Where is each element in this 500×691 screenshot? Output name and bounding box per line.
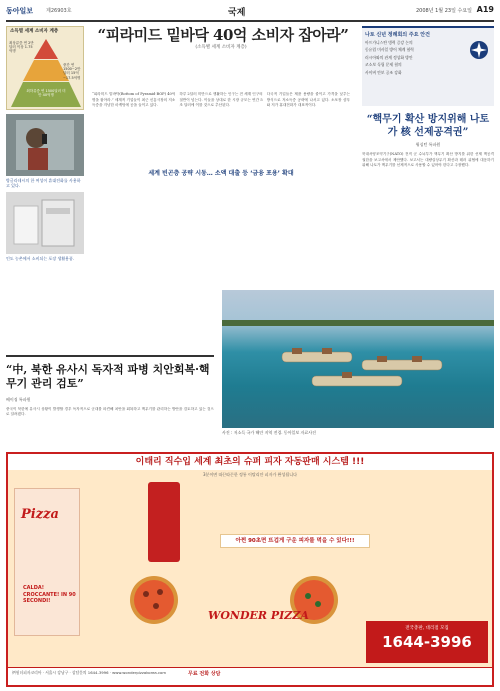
ad-subline: 3분이면 따끈따끈한 정통 이탈리안 피자가 완성됩니다 — [203, 472, 297, 477]
goods-photo — [6, 192, 84, 254]
phone-photo — [6, 114, 84, 176]
china-headline[interactable]: “中, 북한 유사시 독자적 파병 치안회복·핵무기 관리 검토” — [6, 355, 214, 391]
ad-brand-logo: Pizza — [21, 507, 59, 522]
nato-headline[interactable]: “핵무기 확산 방지위해 나토가 核 선제공격권” — [366, 114, 490, 138]
section-title: 국제 — [228, 8, 246, 18]
ocean-scene-icon — [222, 290, 494, 428]
main-subheading: 세계 빈곤층 공략 시동… 소액 대출 등 ‘금융 포용’ 확대 — [148, 170, 294, 177]
nato-emblem-icon — [469, 40, 489, 60]
pyramid-top-label: 최상류층 연 2만 달러 이상 1.75억명 — [9, 41, 34, 54]
nato-byline: 워싱턴 특파원 — [415, 142, 441, 147]
newspaper-logo[interactable]: 동아일보 — [6, 7, 34, 15]
ad-calda-text: CALDA! CROCCANTE! IN 90 SECONDI! — [23, 585, 76, 604]
photo-caption-2: 인도 농촌에서 소비되는 포장 생활용품. — [6, 256, 75, 262]
issue-number: 제26903호 — [46, 8, 72, 14]
china-body: 중국이 북한에 유사시 상황이 발생할 경우 독자적으로 군대를 파견해 치안을 회복하고 핵무기를 관리하는 방안을 검토하고 있는 것으로 알려졌다. — [6, 406, 214, 417]
ad-phone-box[interactable] — [366, 621, 488, 663]
sidebar-item: 사이버 안보 공조 강화 — [365, 69, 402, 75]
ad-brand-panel — [14, 488, 80, 636]
nato-body: 북대서양조약기구(NATO) 전직 군 수뇌부가 핵무기 확산 방지를 위한 선제 핵공격 권한을 보고서에서 제안했다. 보고서는 대량살상무기 확산과 테러 위협에 대응하기 위해 나토가 핵무기를 선제적으로 사용할 수 있어야 한다고 주장했다. — [362, 152, 494, 168]
right-column — [362, 26, 494, 292]
ad-phone-label: 전국총판, 대리점 모집 — [405, 626, 449, 631]
ad-footer — [8, 667, 492, 685]
body-column-3: 다국적 기업들은 제품 용량을 줄이고 가격을 낮추는 방식으로 저소득층 공략에 나서고 있다. 소포장 샴푸와 저가 휴대전화가 대표적이다. — [266, 92, 350, 108]
nato-sidebar-box — [362, 26, 494, 106]
sidebar-item: 코소보 독립 문제 협의 — [365, 62, 402, 67]
pizza-advertisement[interactable] — [6, 452, 494, 687]
ad-promo-banner: 아쩐 90초면 뜨겁게 구운 피자를 먹을 수 있다!!! — [220, 534, 370, 548]
pyramid-title: 소득별 세계 소비자 계층 — [10, 29, 59, 34]
ad-phone-number[interactable]: 1644-3996 — [382, 633, 472, 651]
ad-product-label: WONDER PIZZA — [208, 609, 309, 622]
sidebar-title: 나토 신년 정례회의 주요 안건 — [365, 32, 430, 38]
ad-footer-text: ㈜원더피자코리아 · 서울시 강남구 · 상담문의 1644-3996 · www.wonderpizzakorea.com — [12, 670, 167, 675]
pyramid-graphic — [6, 26, 84, 110]
left-column — [6, 26, 84, 262]
sidebar-item: 아프가니스탄 병력 증강 논의 — [365, 39, 413, 45]
main-body — [92, 92, 350, 170]
ad-hotline: 무료 전화 상담 — [188, 671, 221, 677]
photo-caption-1: 방글라데시의 한 여성이 휴대전화를 사용하고 있다. — [6, 178, 81, 189]
masthead — [6, 4, 494, 22]
sidebar-item: 동유럽 미사일 방어 체계 협력 — [365, 47, 414, 52]
pizza-icon — [128, 574, 180, 626]
page-number: A19 — [476, 5, 494, 14]
pyramid-mid-label: 중간 연 1500~2만 달러 15억~17.5억명 — [63, 63, 81, 80]
body-column-2: 하루 2달러 미만으로 생활하는 인구는 전 세계 인구의 절반이 넘는다. 이들을 상대로 한 시장 규모는 연간 5조 달러에 이를 것으로 추산된다. — [179, 92, 263, 108]
china-byline: 베이징 특파원 — [6, 396, 31, 402]
vending-machine-icon — [148, 482, 180, 562]
main-subtitle: (소득별 세계 소비자 계층) — [195, 45, 247, 50]
publication-date: 2008년 1월 23일 수요일 — [415, 8, 472, 14]
sidebar-item: 러시아와의 관계 정상화 방안 — [365, 54, 413, 60]
ocean-photo-caption: 사진 : 저소득 국가 해안 지역 전경. 동아일보 자료사진 — [222, 430, 316, 435]
pyramid-bottom-label: 최하류층 연 1500달러 미만 40억명 — [26, 89, 66, 98]
body-column-1: “피라미드 밑바닥(Bottom of Pyramid·BOP) 40억명을 잡아라.” 세계적 기업들이 최근 신흥시장의 저소득층을 겨냥한 마케팅에 공을 들이고 있다. — [92, 92, 176, 108]
main-headline[interactable]: “피라미드 밑바닥 40억 소비자 잡아라” — [97, 26, 349, 44]
ocean-photo — [222, 290, 494, 428]
ad-headline: 이태리 직수입 세계 최초의 슈퍼 피자 자동판매 시스템 !!! — [8, 454, 492, 470]
